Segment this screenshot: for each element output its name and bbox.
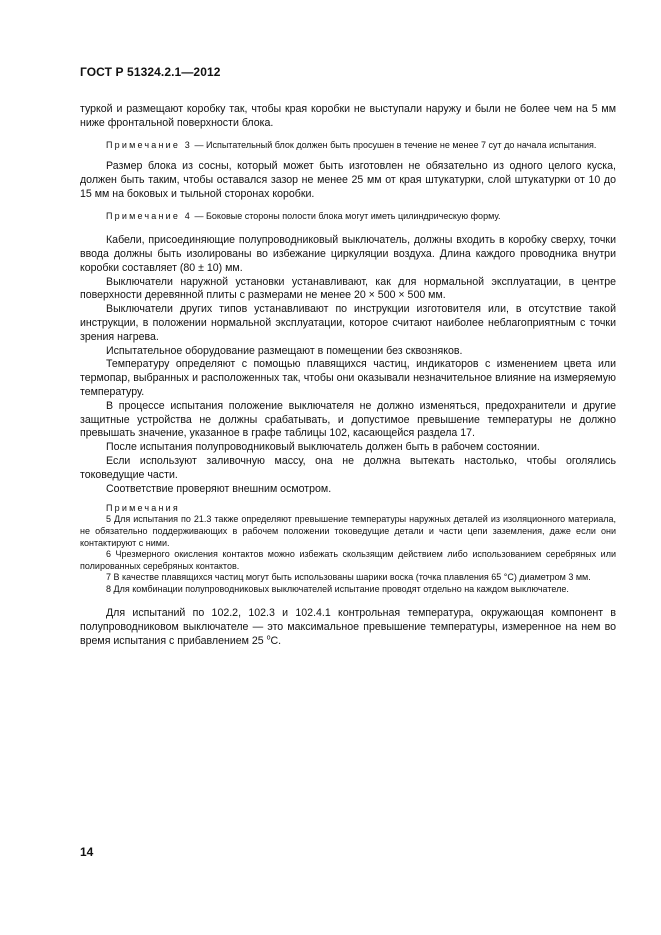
note-5: 5 Для испытания по 21.3 также определяют превышение температуры наружных деталей из изоляционного материала, не обязательно поддерживающих в рабочем положении токоведущие детали и части цепи заземления, даже если они контактируют с ними. <box>80 514 616 548</box>
document-code-header: ГОСТ Р 51324.2.1—2012 <box>80 65 221 79</box>
degree-mark: о <box>266 634 271 642</box>
paragraph-text-end: С. <box>270 635 282 648</box>
note-7: 7 В качестве плавящихся частиц могут быть использованы шарики воска (точка плавления 65 °С) диаметром 3 мм. <box>106 572 591 583</box>
paragraph: Соответствие проверяют внешним осмотром. <box>106 482 332 495</box>
paragraph: Кабели, присоединяющие полупроводниковый выключатель, должны входить в коробку сверху, точки ввода должны быть изолированы во избежание циркуляции воздуха. Длина каждого проводника внутри коробки составляет (80 ± 10) мм. <box>80 234 616 274</box>
paragraph: Выключатели наружной установки устанавливают, как для нормальной эксплуатации, в центре поверхности деревянной плиты с размерами не менее 20 × 500 × 500 мм. <box>80 275 616 302</box>
paragraph: Испытательное оборудование размещают в помещении без сквозняков. <box>106 344 463 357</box>
note-8: 8 Для комбинации полупроводниковых выключателей испытание проводят отдельно на каждом выключателе. <box>106 583 569 594</box>
page-body <box>80 103 616 649</box>
paragraph: После испытания полупроводниковый выключатель должен быть в рабочем состоянии. <box>106 441 540 454</box>
paragraph-control-temperature <box>80 607 616 648</box>
page-number: 14 <box>80 845 94 859</box>
notes-heading: Примечания <box>106 503 180 514</box>
paragraph: Температуру определяют с помощью плавящихся частиц, индикаторов с изменением цвета или термопар, выбранных и расположенных так, чтобы они оказывали незначительное влияние на измеряемую температуру. <box>80 358 616 398</box>
paragraph: Выключатели других типов устанавливают по инструкции изготовителя или, в отсутствие такой инструкции, в положении нормальной эксплуатации, которое считают наиболее неблагоприятным с точки зрения нагрева. <box>80 303 616 343</box>
note-text: — Испытательный блок должен быть просушен в течение не менее 7 сут до начала испытания. <box>192 139 597 150</box>
note-label: Примечание 4 <box>106 210 192 221</box>
note-4 <box>80 211 616 223</box>
note-label: Примечание 3 <box>106 139 192 150</box>
paragraph: В процессе испытания положение выключателя не должно изменяться, предохранители и другие защитные устройства не должны срабатывать, и допустимое превышение температуры не должно превышать значение, указанное в графе таблицы 102, касающейся раздела 17. <box>80 399 616 440</box>
note-6: 6 Чрезмерного окисления контактов можно избежать скользящим действием либо использованием серебряных или полированных серебряных контактов. <box>80 549 616 571</box>
note-text: — Боковые стороны полости блока могут иметь цилиндрическую форму. <box>192 210 501 221</box>
paragraph: туркой и размещают коробку так, чтобы края коробки не выступали наружу и были не более чем на 5 мм ниже фронтальной поверхности блока. <box>80 103 616 129</box>
paragraph-text: Для испытаний по 102.2, 102.3 и 102.4.1 контрольная температура, окружающая компонент в полупроводниковом выключателе — это максимальное превышение температуры, измеренное на нем во время испытания с прибавлением 25 <box>80 607 616 648</box>
paragraph: Размер блока из сосны, который может быть изготовлен не обязательно из одного целого куска, должен быть таким, чтобы оставался зазор не менее 25 мм от края штукатурки, слой штукатурки от 10 до 15 мм на боковых и тыльной сторонах коробки. <box>80 160 616 200</box>
paragraph: Если используют заливочную массу, она не должна вытекать настолько, чтобы оголялись токоведущие части. <box>80 454 616 481</box>
note-3 <box>80 140 616 152</box>
